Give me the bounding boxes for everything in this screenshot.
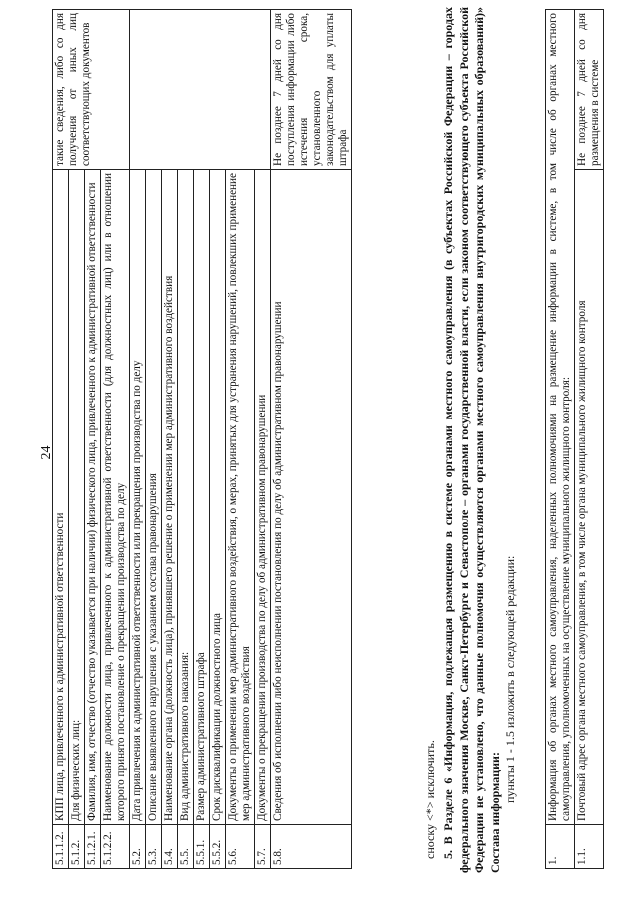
row-number: 5.1.1.2. <box>53 825 69 869</box>
row-description: Почтовый адрес органа местного самоуправления, в том числе органа муниципального жилищного контроля <box>575 170 604 825</box>
row-number: 1.1. <box>575 825 604 869</box>
paragraph-5 <box>441 7 519 873</box>
table-row <box>130 10 146 869</box>
row-description: Информация об органах местного самоуправления, наделенных полномочиями на размещение информации в системе, в том числе об органах местного самоуправления, уполномоченных на осуществление муниципального жилищного контроля: <box>546 10 575 825</box>
table-row <box>575 10 604 869</box>
row-description: Сведения об исполнении либо неисполнении постановления по делу об административном правонарушении <box>271 170 352 825</box>
row-description: Описание выявленного нарушения с указанием состава правонарушения <box>146 170 162 825</box>
row-number: 5.5.2. <box>210 825 226 869</box>
row-number: 5.7. <box>255 825 271 869</box>
row-description: Вид административного наказания: <box>178 170 194 825</box>
section-6-table <box>545 9 604 869</box>
row-description: Документы о прекращении производства по делу об административном правонарушении <box>255 170 271 825</box>
paragraph-5-subline: пункты 1 - 1.5 изложить в следующей редакции: <box>503 555 517 803</box>
row-description: КПП лица, привлеченного к административной ответственности <box>53 170 69 825</box>
row-deadline: Не позднее 7 дней со дня размещения в системе <box>575 10 604 170</box>
footnote-instruction: сноску <*> исключить. <box>423 740 437 859</box>
row-description: Наименование должности лица, привлеченного к административной ответственности (для должностных лиц) или в отношении которого принято постановление о прекращении производства по делу <box>101 170 130 825</box>
page-number: 24 <box>39 445 54 460</box>
table-row <box>271 10 352 869</box>
row-number: 5.4. <box>162 825 178 869</box>
row-description: Срок дисквалификации должностного лица <box>210 170 226 825</box>
row-number: 5.8. <box>271 825 352 869</box>
row-number: 5.3. <box>146 825 162 869</box>
row-deadline: Не позднее 7 дней со дня поступления информации либо истечения срока, установленного законодательством для уплаты штрафа <box>271 10 352 170</box>
paragraph-5-heading: 5. В Разделе 6 «Информация, подлежащая размещению в системе органами местного самоуправления (в субъектах Российской Федерации – городах федерального значения Москве, Санкт-Петербурге и Севастополе – органами государственной власти, если законом соответствующего субъекта Российской Федерации не установлено, что данные полномочия осуществляются органами местного самоуправления внутригородских муниципальных образований)» Состава информации: <box>441 7 502 873</box>
row-number: 5.1.2.2. <box>101 825 130 869</box>
row-number: 5.6. <box>226 825 255 869</box>
row-number: 5.5. <box>178 825 194 869</box>
information-table <box>52 9 352 869</box>
row-number: 5.2. <box>130 825 146 869</box>
row-number: 5.5.1. <box>194 825 210 869</box>
row-description: Для физических лиц: <box>69 170 85 825</box>
row-deadline: такие сведения, либо со дня получения от иных лиц соответствующих документов <box>53 10 130 170</box>
row-description: Размер административного штрафа <box>194 170 210 825</box>
table-row <box>53 10 69 869</box>
row-deadline-empty <box>130 10 271 170</box>
row-description: Фамилия, имя, отчество (отчество указывается при наличии) физического лица, привлеченного к административной ответственности <box>85 170 101 825</box>
row-description: Наименование органа (должность лица), принявшего решение о применении мер административного воздействия <box>162 170 178 825</box>
row-number: 1. <box>546 825 575 869</box>
row-description: Дата привлечения к административной ответственности или прекращения производства по делу <box>130 170 146 825</box>
row-number: 5.1.2.1. <box>85 825 101 869</box>
table-row <box>546 10 575 869</box>
row-description: Документы о применении мер административного воздействия, о мерах, принятых для устранения нарушений, повлекших применение мер административного воздействия <box>226 170 255 825</box>
row-number: 5.1.2. <box>69 825 85 869</box>
